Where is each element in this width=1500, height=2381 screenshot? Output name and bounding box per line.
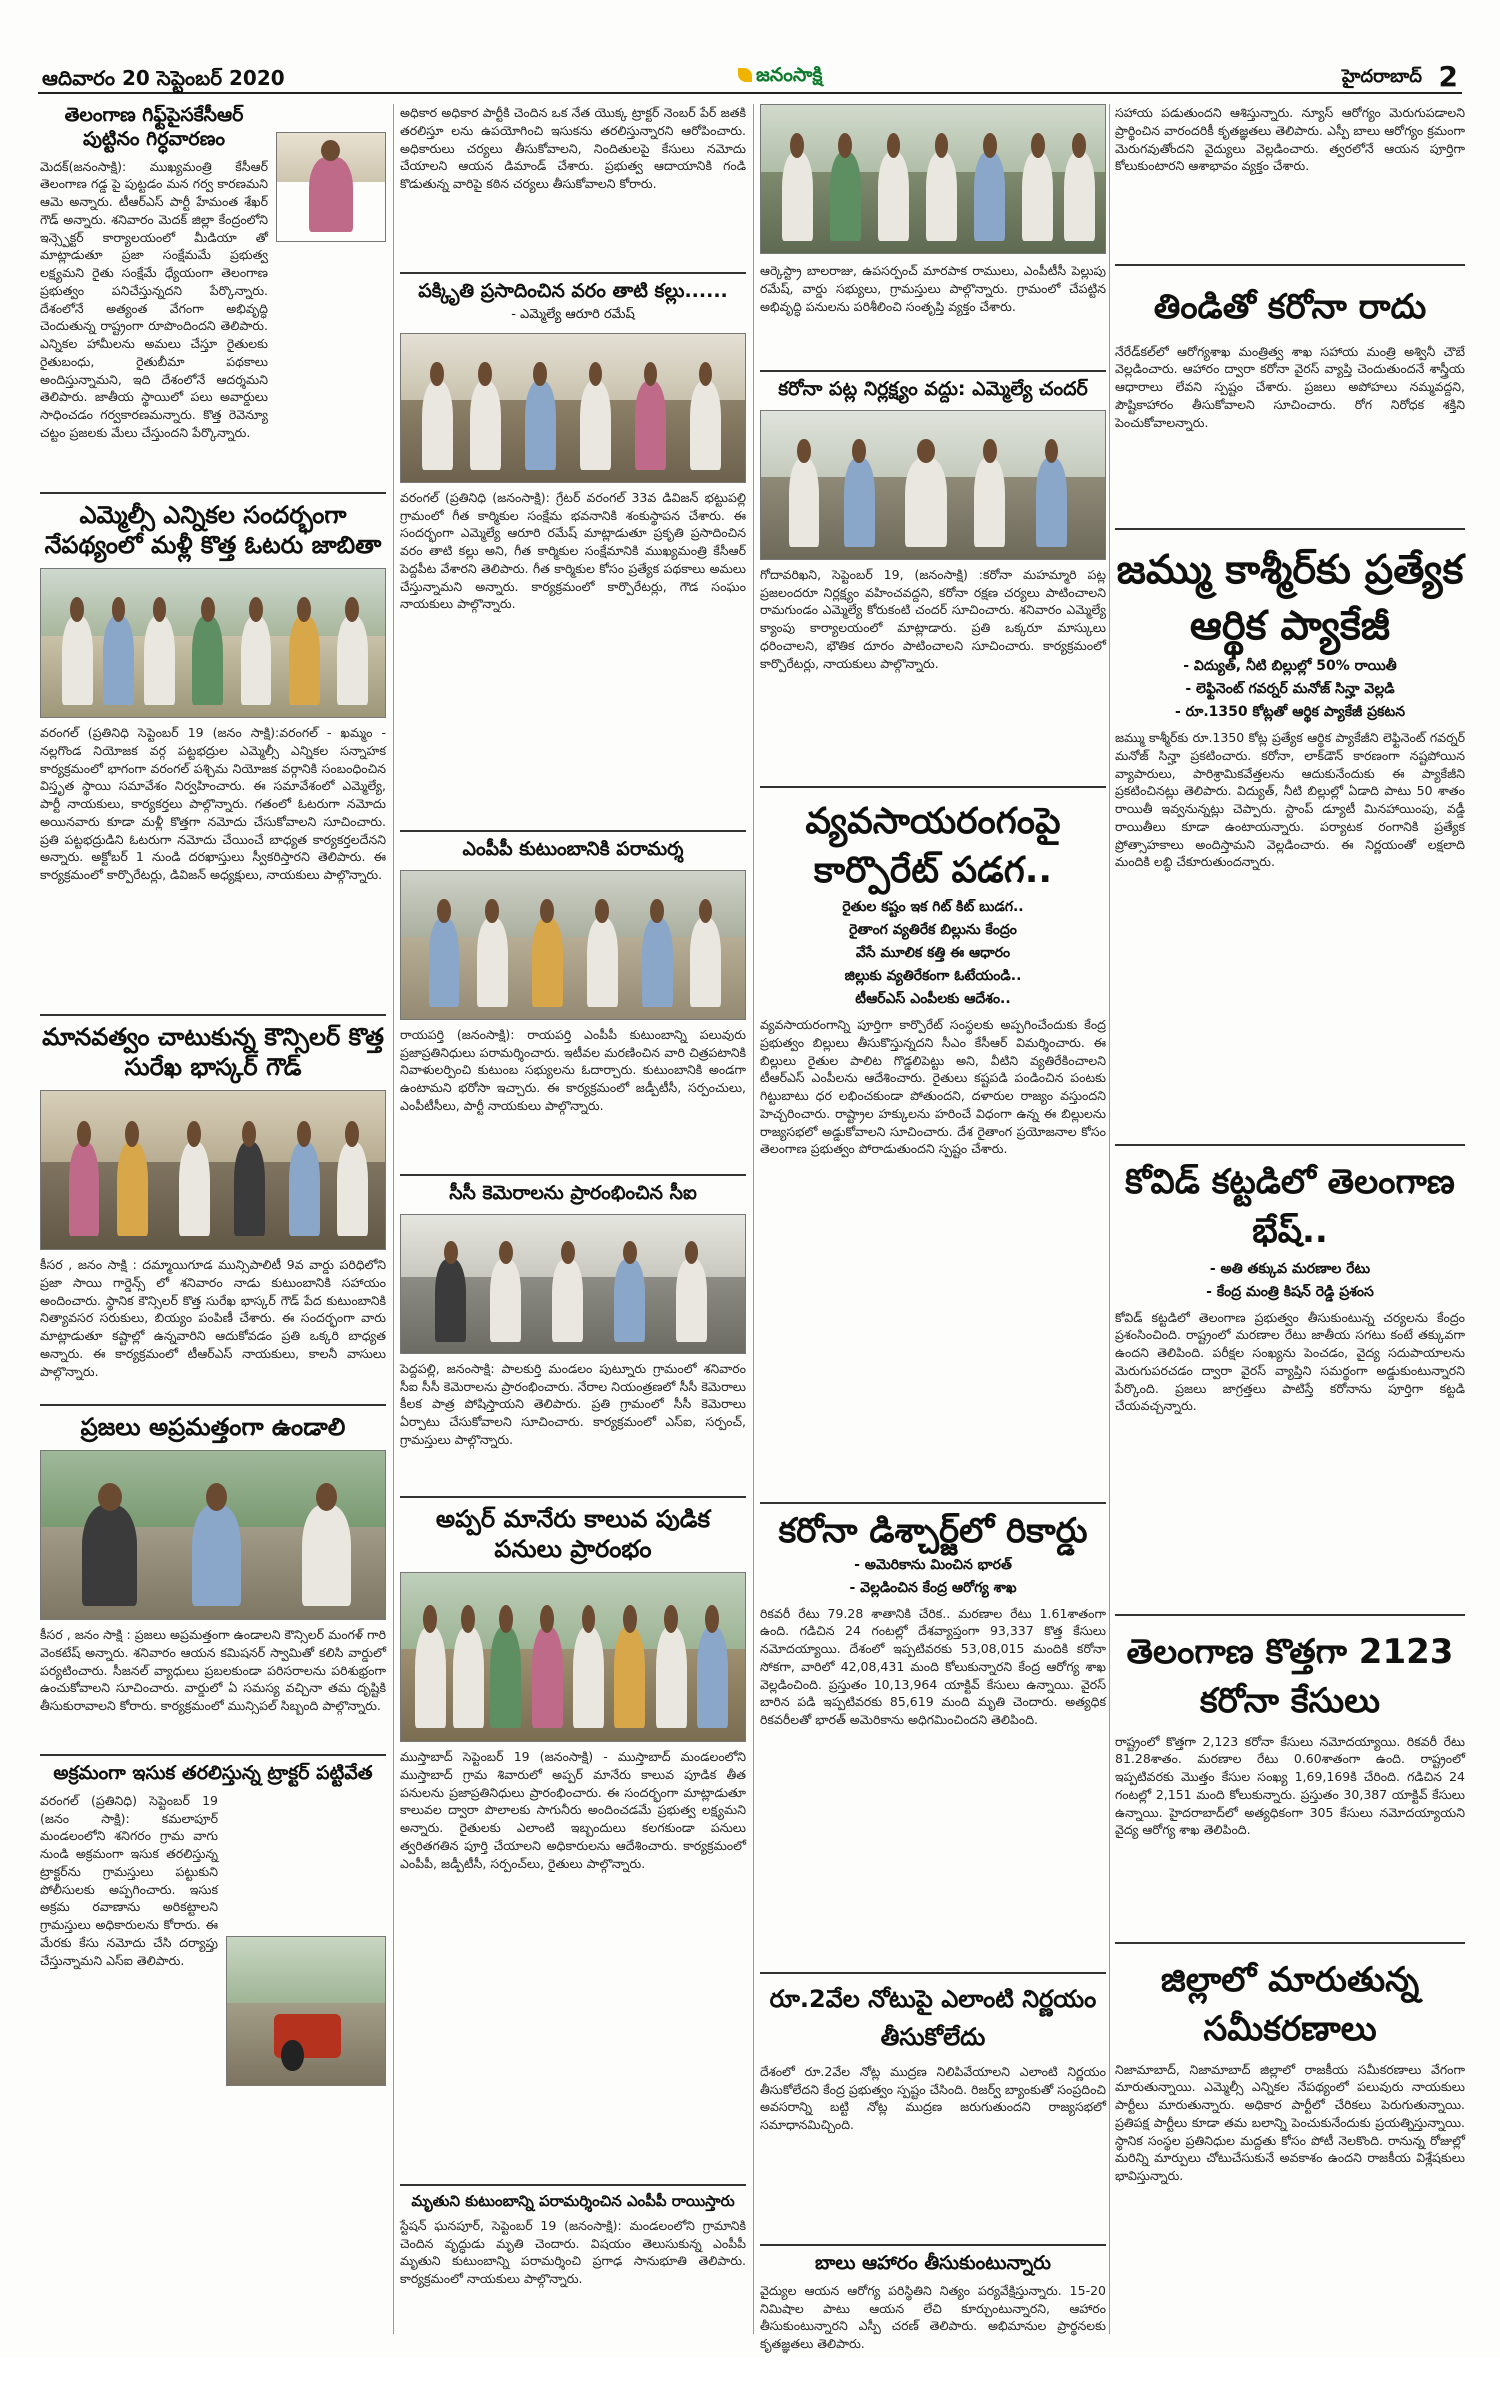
article-telangana-cases: [1115, 1628, 1465, 1933]
article-body: రికవరీ రేటు 79.28 శాతానికి చేరిక.. మరణాల రేటు 1.61శాతంగా ఉంది. గడిచిన 24 గంటల్లో దేశవ్యాప్తంగా 93,337 కొత్త కేసులు నమోదయ్యాయి. దేశంలో ఇప్పటివరకు 53,08,015 మందికి కరోనా సోకగా, వారిలో 42,08,431 మంది కోలుకున్నారని కేంద్ర ఆరోగ్య శాఖ వెల్లడించింది. ప్రస్తుతం 10,13,964 యాక్టివ్ కేసులు ఉన్నాయి. వైరస్ బారిన పడి ఇప్పటివరకు 85,619 మంది మృతి చెందారు. అత్యధిక రికవరీలతో భారత్ అమెరికాను అధిగమించిందని తెలిపింది.: [760, 1605, 1106, 1727]
article-body: స్టేషన్ ఘనపూర్, సెప్టెంబర్ 19 (జనంసాక్షి): మండలంలోని గ్రామానికి చెందిన వృద్ధుడు మృతి చెందారు. విషయం తెలుసుకున్న ఎంపీపీ మృతుని కుటుంబాన్ని పరామర్శించి ప్రగాఢ సానుభూతి తెలిపారు. కార్యక్రమంలో నాయకులు పాల్గొన్నారు.: [400, 2217, 746, 2286]
article-photo: [400, 870, 746, 1020]
article-2000-note: [760, 1980, 1106, 2163]
article-body: రాయపర్తి (జనంసాక్షి): రాయపర్తి ఎంపీపీ కుటుంబాన్ని పలువురు ప్రజాప్రతినిధులు పరామర్శించారు. ఇటీవల మరణించిన వారి చిత్రపటానికి నివాళులర్పించి కుటుంబ సభ్యులను ఓదార్చారు. కుటుంబానికి అండగా ఉంటామని భరోసా ఇచ్చారు. ఈ కార్యక్రమంలో జడ్పీటీసీ, సర్పంచులు, ఎంపీటీసీలు, పార్టీ నాయకులు పాల్గొన్నారు.: [400, 1026, 746, 1113]
article-photo: [40, 1450, 386, 1620]
article-subheadline: - కేంద్ర మంత్రి కిషన్ రెడ్డి ప్రశంస: [1206, 1283, 1374, 1300]
article-corona-negligence: [760, 378, 1106, 766]
article-subheadline: జిల్లుకు వ్యతిరేకంగా ఓటేయండి..: [844, 968, 1022, 985]
separator: [400, 830, 746, 832]
column-divider: [753, 104, 754, 2334]
article-photo: [400, 1214, 746, 1354]
article-body: జమ్ము కాశ్మీర్‌కు రూ.1350 కోట్ల ప్రత్యేక ఆర్థిక ప్యాకేజీని లెఫ్టినెంట్ గవర్నర్ మనోజ్ సిన్హా ప్రకటించారు. కరోనా, లాక్‌డౌన్ కారణంగా నష్టపోయిన వ్యాపారులు, పారిశ్రామికవేత్తలను ఆదుకునేందుకు ఈ ప్యాకేజీని ప్రకటించినట్లు తెలిపారు. విద్యుత్, నీటి బిల్లుల్లో ఏడాది పాటు 50 శాతం రాయితీ ఇవ్వనున్నట్లు చెప్పారు. స్టాంప్ డ్యూటీ మినహాయింపు, వడ్డీ రాయితీలు కూడా ఉంటాయన్నారు. పర్యాటక రంగానికి ప్రత్యేక ప్రోత్సాహకాలు అందిస్తామని వెల్లడించారు. ఈ నిర్ణయంతో లక్షలాది మందికి లబ్ధి చేకూరుతుందన్నారు.: [1115, 730, 1465, 870]
newspaper-logo: [738, 64, 822, 91]
article-subheadline: - అమెరికాను మించిన భారత్: [854, 1556, 1012, 1573]
article-body: అధికార అధికార పార్టీకి చెందిన ఒక నేత యొక్క ట్రాక్టర్ నెంబర్ పేర్ జతకి తరలిస్తూ లను ఉపయోగించి ఇసుకను తరలిస్తున్నారని ఆరోపించారు. అధికారులు చర్యలు తీసుకోవాలని, నిందితులపై కేసులు నమోదు చేయాలని ఆయన డిమాండ్ చేశారు. ప్రభుత్వ ఆదాయానికి గండి కొడుతున్న వారిపై కఠిన చర్యలు తీసుకోవాలని కోరారు.: [400, 105, 746, 191]
separator: [1115, 1942, 1465, 1944]
article-corona-discharge: [760, 1510, 1106, 1905]
article-headline: రూ.2వేల నోటుపై ఎలాంటి నిర్ణయం తీసుకోలేదు: [769, 1985, 1097, 2052]
article-body: ముస్తాబాద్ సెప్టెంబర్ 19 (జనంసాక్షి) - ముస్తాబాద్ మండలంలోని ముస్తాబాద్ గ్రామ శివారులో అప్పర్ మానేరు కాలువ పూడిక తీత పనులను ప్రజాప్రతినిధులు ప్రారంభించారు. ఈ సందర్భంగా మాట్లాడుతూ కాలువల ద్వారా పొలాలకు సాగునీరు అందించడమే ప్రభుత్వ లక్ష్యమని అన్నారు. రైతులకు ఎలాంటి ఇబ్బందులు కలగకుండా పనులు త్వరితగతిన పూర్తి చేయాలని అధికారులను ఆదేశించారు. కార్యక్రమంలో ఎంపీపీ, జడ్పీటీసీ, సర్పంచ్‌లు, రైతులు పాల్గొన్నారు.: [400, 1749, 746, 1871]
article-subheadline: రైతాంగ వ్యతిరేక బిల్లును కేంద్రం: [849, 922, 1017, 939]
article-cc-cameras: [400, 1182, 746, 1460]
separator: [40, 492, 386, 494]
page-number: 2: [1438, 60, 1458, 93]
separator: [400, 1496, 746, 1498]
article-sand-continued: [400, 104, 746, 264]
article-headline: ఎంపీపీ కుటుంబానికి పరామర్శ: [462, 838, 684, 860]
article-headline: జిల్లాలో మారుతున్న సమీకరణాలు: [1160, 1960, 1420, 2050]
article-balu-health: [760, 2252, 1106, 2372]
separator: [1115, 528, 1465, 530]
article-headline: ఎమ్మెల్సీ ఎన్నికల సందర్భంగా నేపథ్యంలో మళ్లీ కొత్త ఓటరు జాబితా: [44, 501, 382, 559]
article-headline: జమ్ము కాశ్మీర్‌కు ప్రత్యేక ఆర్థిక ప్యాకేజీ: [1116, 547, 1464, 649]
article-sand-tractor: [40, 1762, 386, 2332]
separator: [1115, 264, 1465, 266]
article-balu-continued: [1115, 104, 1465, 254]
separator: [1115, 1614, 1465, 1616]
separator: [400, 272, 746, 274]
article-body: నేరేడ్‌కల్‌లో ఆరోగ్యశాఖ మంత్రిత్వ శాఖ సహాయ మంత్రి అశ్వినీ చౌబే వెల్లడించారు. ఆహారం ద్వారా కరోనా వైరస్ వ్యాప్తి చెందుతుందనే శాస్త్రీయ ఆధారాలు లేవని స్పష్టం చేశారు. ప్రజలు అపోహలు నమ్మవద్దని, పౌష్టికాహారం తీసుకోవాలని సూచించారు. రోగ నిరోధక శక్తిని పెంచుకోవాలన్నారు.: [1115, 343, 1465, 430]
article-headline: వ్యవసాయరంగంపై కార్పొరేట్ పడగ..: [805, 801, 1061, 891]
article-subheadline: - అతి తక్కువ మరణాల రేటు: [1209, 1260, 1371, 1277]
article-be-alert: [40, 1412, 386, 1746]
article-food-corona: [1115, 286, 1465, 503]
article-jk-package: [1115, 542, 1465, 1099]
article-headline: మృతుని కుటుంబాన్ని పరామర్శించిన ఎంపీపీ రాయిస్తారు: [411, 2192, 735, 2210]
column-divider: [1109, 104, 1110, 2334]
article-body: సహాయ పడుతుందని ఆశిస్తున్నారు. న్యూస్ ఆరోగ్యం మెరుగుపడాలని ప్రార్థించిన వారందరికీ కృతజ్ఞతలు తెలిపారు. ఎస్పీ బాలు ఆరోగ్యం క్రమంగా మెరుగవుతోందని వైద్యులు వెల్లడించారు. త్వరలోనే ఆయన పూర్తిగా కోలుకుంటారని ఆశాభావం వ్యక్తం చేశారు.: [1115, 105, 1465, 174]
article-councillor: [40, 1022, 386, 1426]
article-headline: తిండితో కరోనా రాదు: [1153, 287, 1427, 327]
article-photo: [226, 1936, 386, 2086]
article-body: పెద్దపల్లి, జనంసాక్షి: పాలకుర్తి మండలం పుట్నూరు గ్రామంలో శనివారం సీఐ సీసీ కెమెరాలను ప్రారంభించారు. నేరాల నియంత్రణలో సీసీ కెమెరాలు కీలక పాత్ర పోషిస్తాయని తెలిపారు. ప్రతి గ్రామంలో సీసీ కెమెరాలు ఏర్పాటు చేసుకోవాలని సూచించారు. కార్యక్రమంలో ఎస్ఐ, సర్పంచ్, గ్రామస్తులు పాల్గొన్నారు.: [400, 1360, 746, 1447]
article-photo: [40, 568, 386, 718]
separator: [40, 1404, 386, 1406]
article-headline: కరోనా పట్ల నిర్లక్ష్యం వద్దు: ఎమ్మెల్యే చందర్: [778, 378, 1088, 400]
separator: [40, 1754, 386, 1756]
article-body: మెదక్‌(జనంసాక్షి): ముఖ్యమంత్రి కేసీఆర్ తెలంగాణ గడ్డ పై పుట్టడం మన గర్వ కారణమని ఆమె అన్నారు. టీఆర్ఎస్ పార్టీ హేమంత శేఖర్ గౌడ్ అన్నారు. శనివారం మెదక్ జిల్లా కేంద్రంలోని ఇన్స్పెక్టర్ కార్యాలయంలో మీడియా తో మాట్లాడుతూ ప్రజా సంక్షేమమే ప్రభుత్వ లక్ష్యమని రైతు సంక్షేమే ధ్యేయంగా తెలంగాణ ప్రభుత్వం పనిచేస్తున్నదని పేర్కొన్నారు. దేశంలోనే అత్యంత వేగంగా అభివృద్ధి చెందుతున్న రాష్ట్రంగా రూపొందిందని తెలిపారు. ఎన్నికల హామీలను అమలు చేస్తూ రైతులకు రైతుబంధు, రైతుబీమా పథకాలు అందిస్తున్నామని, ఇది దేశంలోనే ఆదర్శమని తెలిపారు. జాతీయ స్థాయిలో పలు అవార్డులు సాధించడం గర్వకారణమన్నారు. కొత్త రెవెన్యూ చట్టం ప్రజలకు మేలు చేస్తుందని పేర్కొన్నారు.: [40, 158, 268, 440]
article-headline: పక్కిృతి ప్రసాదించిన వరం తాటి కల్లు......: [418, 280, 728, 302]
issue-date: ఆదివారం 20 సెప్టెంబర్ 2020: [42, 66, 285, 90]
column-divider: [393, 104, 394, 2334]
article-headline: మానవత్వం చాటుకున్న కౌన్సిలర్ కొత్త సురేఖ భాస్కర్ గౌడ్: [42, 1023, 384, 1081]
separator: [40, 1014, 386, 1016]
article-subheadline: టీఆర్ఎస్ ఎంపీలకు ఆదేశం..: [855, 991, 1011, 1008]
article-photo: [276, 132, 386, 242]
article-subheadline: - ఎమ్మెల్యే ఆరూరి రమేష్: [511, 306, 635, 322]
article-body: దేశంలో రూ.2వేల నోట్ల ముద్రణ నిలిపివేయాలని ఎలాంటి నిర్ణయం తీసుకోలేదని కేంద్ర ప్రభుత్వం స్పష్టం చేసింది. రిజర్వ్ బ్యాంకుతో సంప్రదించి అవసరాన్ని బట్టి నోట్ల ముద్రణ జరుగుతుందని రాజ్యసభలో సమాధానమిచ్చింది.: [760, 2063, 1106, 2133]
article-body: వైద్యుల ఆయన ఆరోగ్య పరిస్థితిని నిత్యం పర్యవేక్షిస్తున్నారు. 15-20 నిమిషాల పాటు ఆయన లేచి కూర్చుంటున్నారని, ఆహారం తీసుకుంటున్నారని ఎస్పీ చరణ్ తెలిపారు. అభిమానుల ప్రార్థనలకు కృతజ్ఞతలు తెలిపారు.: [760, 2282, 1106, 2351]
article-farm-bills: [760, 798, 1106, 1396]
article-headline: తెలంగాణ కొత్తగా 2123 కరోనా కేసులు: [1126, 1632, 1454, 1722]
article-district-equations: [1115, 1956, 1465, 2381]
article-village-visit: [760, 262, 1106, 362]
logo-text: జనంసాక్షి: [756, 64, 823, 86]
article-photo: [400, 1572, 746, 1742]
article-headline: కరోనా డిశ్చార్జ్‌లో రికార్డు: [778, 1511, 1088, 1551]
article-condolence: [400, 2192, 746, 2337]
article-body: నిజామాబాద్, నిజామాబాద్ జిల్లాలో రాజకీయ సమీకరణాలు వేగంగా మారుతున్నాయి. ఎమ్మెల్సీ ఎన్నికల నేపథ్యంలో పలువురు నాయకులు పార్టీలు మారుతున్నారు. అధికార పార్టీలో చేరికలు పెరుగుతున్నాయి. ప్రతిపక్ష పార్టీలు కూడా తమ బలాన్ని పెంచుకునేందుకు ప్రయత్నిస్తున్నాయి. స్థానిక సంస్థల ప్రతినిధుల మద్దతు కోసం పోటీ నెలకొంది. రానున్న రోజుల్లో మరిన్ని మార్పులు చోటుచేసుకునే అవకాశం ఉందని రాజకీయ విశ్లేషకులు భావిస్తున్నారు.: [1115, 2061, 1465, 2184]
article-headline: కోవిడ్ కట్టడిలో తెలంగాణ భేష్..: [1125, 1162, 1455, 1252]
article-body: ఆర్కెస్ట్రా బాలరాజు, ఉపసర్పంచ్ మారపాక రాములు, ఎంపీటీసీ పెల్లుపు రమేష్, వార్డు సభ్యులు, గ్రామస్తులు పాల్గొన్నారు. గ్రామంలో చేపట్టిన అభివృద్ధి పనులను పరిశీలించి సంతృప్తి వ్యక్తం చేశారు.: [760, 263, 1106, 314]
article-photo: [400, 333, 746, 483]
article-subheadline: - వెల్లడించిన కేంద్ర ఆరోగ్య శాఖ: [849, 1579, 1017, 1596]
article-body: కీసర , జనం సాక్షి : ప్రజలు అప్రమత్తంగా ఉండాలని కౌన్సిలర్ మంగళ్ గారి వెంకటేష్ అన్నారు. శనివారం ఆయన కమిషనర్ స్వామితో కలిసి వార్డులో పర్యటించారు. సీజనల్ వ్యాధులు ప్రబలకుండా పరిసరాలను పరిశుభ్రంగా ఉంచుకోవాలని సూచించారు. వార్డులో ఏ సమస్య వచ్చినా తమ దృష్టికి తీసుకురావాలని కోరారు. కార్యక్రమంలో మున్సిపల్ సిబ్బంది పాల్గొన్నారు.: [40, 1627, 386, 1713]
edition-city: హైదరాబాద్: [1341, 66, 1422, 87]
separator: [760, 2244, 1106, 2246]
article-toddy: [400, 280, 746, 819]
masthead: [38, 62, 1462, 94]
article-voter-list: [40, 500, 386, 1064]
separator: [400, 2184, 746, 2186]
article-headline: అప్పర్ మానేరు కాలువ పుడిక పనులు ప్రారంభం: [435, 1505, 711, 1563]
article-body: రాష్ట్రంలో కొత్తగా 2,123 కరోనా కేసులు నమోదయ్యాయి. రికవరీ రేటు 81.28శాతం. మరణాల రేటు 0.60శాతంగా ఉంది. రాష్ట్రంలో ఇప్పటివరకు మొత్తం కేసుల సంఖ్య 1,69,169కి చేరింది. గడిచిన 24 గంటల్లో 2,151 మంది కోలుకున్నారు. ప్రస్తుతం 30,387 యాక్టివ్ కేసులు ఉన్నాయి. హైదరాబాద్‌లో అత్యధికంగా 305 కేసులు నమోదయ్యాయని వైద్య ఆరోగ్య శాఖ తెలిపింది.: [1115, 1733, 1465, 1838]
article-upper-maneru: [400, 1504, 746, 2128]
article-body: గోదావరిఖని, సెప్టెంబర్ 19, (జనంసాక్షి) :కరోనా మహమ్మారి పట్ల ప్రజలందరూ నిర్లక్ష్యం వహించవద్దని, కరోనా రక్షణ చర్యలు పాటించాలని రామగుండం ఎమ్మెల్యే కోరుకంటి చందర్ సూచించారు. శనివారం ఎమ్మెల్యే క్యాంపు కార్యాలయంలో మాట్లాడారు. ప్రతి ఒక్కరూ మాస్కులు ధరించాలని, భౌతిక దూరం పాటించాలని సూచించారు. కార్యక్రమంలో కార్పొరేటర్లు, నాయకులు పాల్గొన్నారు.: [760, 566, 1106, 671]
separator: [1115, 1144, 1465, 1146]
article-subheadline: రైతుల కష్టం ఇక గిట్ కిట్ బుడగ..: [842, 899, 1024, 916]
article-photo: [760, 410, 1106, 560]
article-subheadline: - విద్యుత్, నీటి బిల్లుల్లో 50% రాయితీ: [1183, 658, 1397, 674]
article-headline: సీసీ కెమెరాలను ప్రారంభించిన సీఐ: [449, 1182, 697, 1204]
separator: [760, 786, 1106, 788]
article-mpp-family: [400, 838, 746, 1166]
article-subheadline: వేసే మూలిక కత్తి ఈ ఆధారం: [855, 945, 1011, 962]
article-body: కోవిడ్ కట్టడిలో తెలంగాణ ప్రభుత్వం తీసుకుంటున్న చర్యలను కేంద్రం ప్రశంసించింది. రాష్ట్రంలో మరణాల రేటు జాతీయ సగటు కంటే తక్కువగా ఉందని తెలిపింది. పరీక్షల సంఖ్యను పెంచడం, వైద్య సదుపాయాలను మెరుగుపరచడం ద్వారా వైరస్ వ్యాప్తిని సమర్థంగా అడ్డుకుంటున్నారని పేర్కొంది. ప్రజలు జాగ్రత్తలు పాటిస్తే కరోనాను పూర్తిగా కట్టడి చేయవచ్చన్నారు.: [1115, 1309, 1465, 1414]
article-headline: తెలంగాణ గిఫ్ట్‌పైసకేసీఆర్ పుట్టినం గిర్ధవారణం: [64, 104, 244, 150]
article-kcr-birthday: [40, 104, 386, 440]
article-photo: [760, 104, 1106, 254]
article-body: వరంగల్ (ప్రతినిధి) సెప్టెంబర్ 19 (జనం సాక్షి): కమలాపూర్ మండలంలోని శనిగరం గ్రామ వాగు నుండి అక్రమంగా ఇసుక తరలిస్తున్న ట్రాక్టర్‌ను గ్రామస్తులు పట్టుకుని పోలీసులకు అప్పగించారు. ఇసుక అక్రమ రవాణాను అరికట్టాలని గ్రామస్తులు అధికారులను కోరారు. ఈ మేరకు కేసు నమోదు చేసి దర్యాప్తు చేస్తున్నామని ఎస్ఐ తెలిపారు.: [40, 1792, 218, 1968]
article-photo: [40, 1090, 386, 1250]
article-telangana-best: [1115, 1158, 1465, 1599]
separator: [760, 370, 1106, 372]
article-headline: ప్రజలు అప్రమత్తంగా ఉండాలి: [80, 1413, 346, 1441]
article-headline: బాలు ఆహారం తీసుకుంటున్నారు: [814, 2252, 1051, 2274]
article-body: వరంగల్ (ప్రతినిధి (జనంసాక్షి): గ్రేటర్ వరంగల్ 33వ డివిజన్ భట్టుపల్లి గ్రామంలో గీత కార్మికుల సంక్షేమ భవనానికి శంకుస్థాపన చేశారు. ఈ సందర్భంగా ఎమ్మెల్యే ఆరూరి రమేష్ మాట్లాడుతూ ప్రకృతి ప్రసాదించిన వరం తాటి కల్లు అని, గీత కార్మికుల సంక్షేమానికి ముఖ్యమంత్రి కేసీఆర్ పెద్దపీట వేశారని తెలిపారు. గీత కార్మికుల కోసం ప్రత్యేక పథకాలు అమలు చేస్తున్నామని అన్నారు. కార్యక్రమంలో కార్పొరేటర్లు, గౌడ సంఘం నాయకులు పాల్గొన్నారు.: [400, 489, 746, 612]
article-headline: అక్రమంగా ఇసుక తరలిస్తున్న ట్రాక్టర్ పట్టివేత: [53, 1762, 373, 1784]
article-body: కీసర , జనం సాక్షి : దమ్మాయిగూడ మున్సిపాలిటీ 9వ వార్డు పరిధిలోని ప్రజా సాయి గార్డెన్స్ లో శనివారం నాడు కుటుంబానికి సహాయం అందించారు. స్థానిక కౌన్సిలర్ కొత్త సురేఖ భాస్కర్ గౌడ్ పేద కుటుంబానికి నిత్యావసర సరుకులు, బియ్యం పంపిణీ చేశారు. ఈ సందర్భంగా వారు మాట్లాడుతూ కష్టాల్లో ఉన్నవారిని ఆదుకోవడం ప్రతి ఒక్కరి బాధ్యత అన్నారు. ఈ కార్యక్రమంలో టీఆర్ఎస్ నాయకులు, కాలనీ వాసులు పాల్గొన్నారు.: [40, 1257, 386, 1379]
article-body: వ్యవసాయరంగాన్ని పూర్తిగా కార్పొరేట్ సంస్థలకు అప్పగించేందుకు కేంద్ర ప్రభుత్వం బిల్లులు తీసుకొస్తున్నదని సీఎం కేసీఆర్ విమర్శించారు. ఈ బిల్లులు రైతుల పాలిట గొడ్డలిపెట్టు అని, వీటిని వ్యతిరేకించాలని టీఆర్ఎస్ ఎంపీలను ఆదేశించారు. రైతులు కష్టపడి పండించిన పంటకు గిట్టుబాటు ధర లభించకుండా పోతుందని, దళారుల రాజ్యం వస్తుందని హెచ్చరించారు. రాష్ట్రాల హక్కులను హరించే విధంగా ఉన్న ఈ బిల్లులను రాజ్యసభలో అడ్డుకోవాలని సూచించారు. దేశ రైతాంగ ప్రయోజనాల కోసం తెలంగాణ ప్రభుత్వం పోరాడుతుందని స్పష్టం చేశారు.: [760, 1017, 1106, 1157]
separator: [760, 1972, 1106, 1974]
article-subheadline: - రూ.1350 కోట్లతో ఆర్థిక ప్యాకేజీ ప్రకటన: [1174, 704, 1406, 720]
article-body: వరంగల్ (ప్రతినిధి సెప్టెంబర్ 19 (జనం సాక్షి):వరంగల్ - ఖమ్మం - నల్లగొండ నియోజక వర్గ పట్టభద్రుల ఎమ్మెల్సీ ఎన్నికల సన్నాహక కార్యక్రమంలో భాగంగా వరంగల్ పశ్చిమ నియోజక వర్గానికి సంబంధించిన విస్తృత స్థాయి సమావేశం నిర్వహించారు. ఈ సమావేశంలో ఎమ్మెల్యే, పార్టీ నాయకులు, కార్యకర్తలు పాల్గొన్నారు. గతంలో ఓటరుగా నమోదు అయినవారు కూడా మళ్లీ కొత్తగా నమోదు చేసుకోవాలని సూచించారు. ప్రతి పట్టభద్రుడిని ఓటరుగా నమోదు చేయించే బాధ్యత కార్యకర్తలదేనని అన్నారు. అక్టోబర్ 1 నుండి దరఖాస్తులు స్వీకరిస్తారని తెలిపారు. ఈ కార్యక్రమంలో కార్పొరేటర్లు, డివిజన్ అధ్యక్షులు, నాయకులు పాల్గొన్నారు.: [40, 725, 386, 882]
separator: [400, 1174, 746, 1176]
article-subheadline: - లెఫ్టినెంట్ గవర్నర్ మనోజ్ సిన్హా వెల్లడి: [1185, 681, 1395, 697]
separator: [760, 1502, 1106, 1504]
logo-leaf-icon: [738, 68, 752, 82]
